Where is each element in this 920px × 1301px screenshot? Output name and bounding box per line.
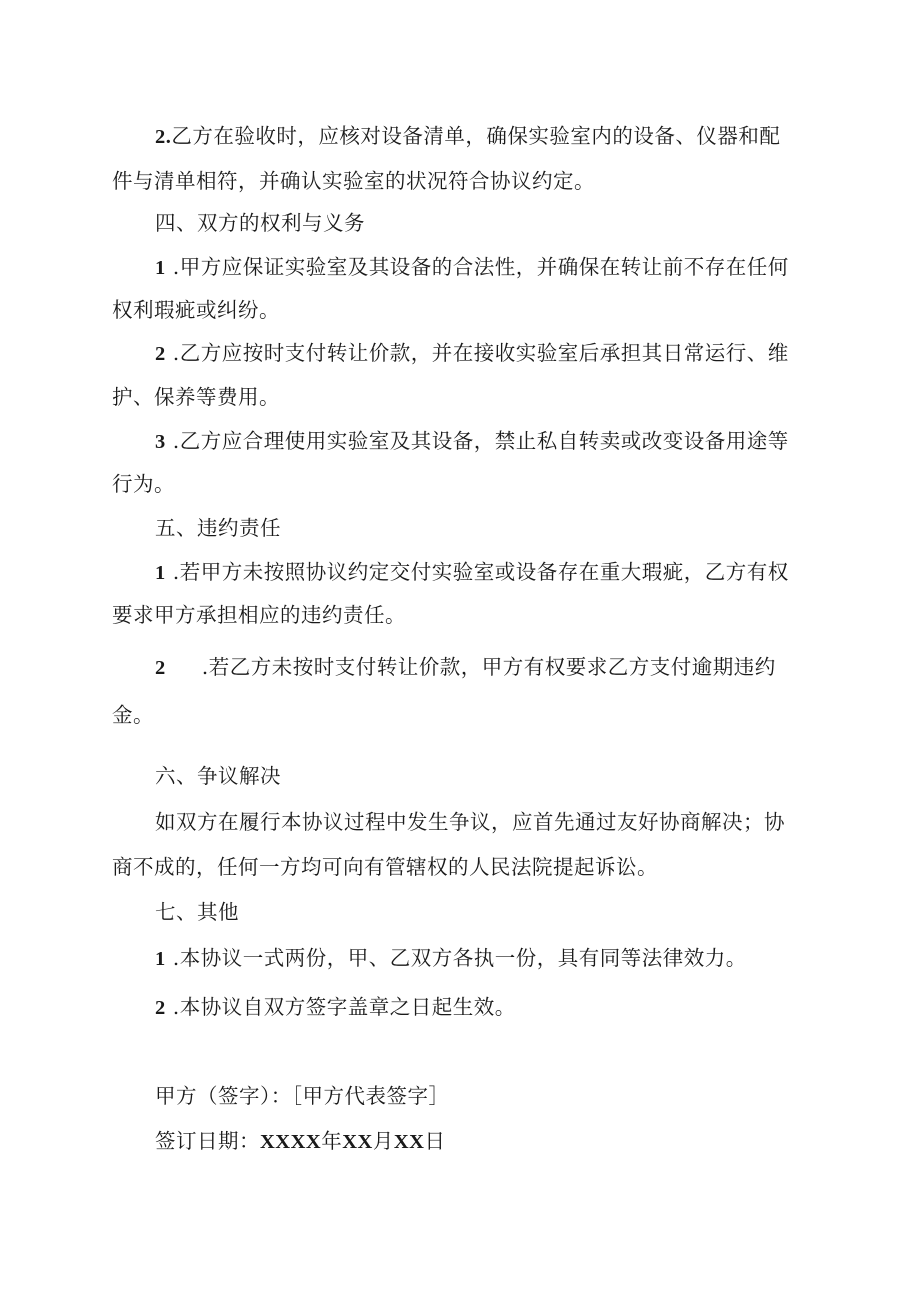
section7-item2-line1	[155, 995, 516, 1020]
item-number: 2.	[155, 126, 172, 148]
item-text: .乙方应按时支付转让价款，并在接收实验室后承担其日常运行、维	[172, 341, 789, 365]
date-month: XX	[342, 1131, 373, 1153]
item-number: 2	[155, 997, 166, 1019]
section4-item1-line1	[155, 255, 789, 280]
date-day-unit: 日	[424, 1129, 446, 1153]
section7-heading: 七、其他	[155, 900, 239, 924]
date-month-unit: 月	[372, 1129, 394, 1153]
section4-item2-line1	[155, 341, 789, 366]
item-number: 3	[155, 431, 166, 453]
item-text: .若乙方未按时支付转让价款，甲方有权要求乙方支付逾期违约	[201, 655, 776, 679]
section5-item2-line2: 金。	[112, 703, 154, 727]
date-year-unit: 年	[321, 1129, 343, 1153]
item-text: .若甲方未按照协议约定交付实验室或设备存在重大瑕疵，乙方有权	[172, 560, 789, 584]
section4-item2-line2: 护、保养等费用。	[112, 385, 280, 409]
item-number: 2	[155, 657, 166, 679]
section3-item2-line1	[155, 124, 780, 149]
party-a-value: ［甲方代表签字］	[291, 1084, 450, 1108]
item-number: 1	[155, 562, 166, 584]
section6-line2: 商不成的，任何一方均可向有管辖权的人民法院提起诉讼。	[112, 855, 658, 879]
signing-date	[155, 1129, 445, 1154]
section4-item3-line2: 行为。	[112, 472, 175, 496]
section5-item2-line1	[155, 655, 776, 680]
section6-heading: 六、争议解决	[155, 764, 281, 788]
section3-item2-line2: 件与清单相符，并确认实验室的状况符合协议约定。	[112, 169, 595, 193]
party-a-signature	[155, 1084, 450, 1108]
section4-heading: 四、双方的权利与义务	[155, 211, 365, 235]
section5-item1-line2: 要求甲方承担相应的违约责任。	[112, 603, 406, 627]
item-text: .本协议一式两份，甲、乙双方各执一份，具有同等法律效力。	[172, 946, 747, 970]
item-text: 乙方在验收时，应核对设备清单，确保实验室内的设备、仪器和配	[171, 124, 781, 148]
section4-item1-line2: 权利瑕疵或纠纷。	[112, 298, 280, 322]
section6-line1: 如双方在履行本协议过程中发生争议，应首先通过友好协商解决；协	[155, 810, 785, 834]
section7-item1-line1	[155, 946, 747, 971]
date-year: XXXX	[260, 1131, 322, 1153]
item-text: .甲方应保证实验室及其设备的合法性，并确保在转让前不存在任何	[172, 255, 789, 279]
date-day: XX	[393, 1131, 425, 1153]
item-number: 1	[155, 257, 166, 279]
item-number: 1	[155, 948, 166, 970]
section4-item3-line1	[155, 429, 789, 454]
section5-item1-line1	[155, 560, 789, 585]
item-text: .乙方应合理使用实验室及其设备，禁止私自转卖或改变设备用途等	[172, 429, 789, 453]
section5-heading: 五、违约责任	[155, 516, 281, 540]
party-a-label: 甲方（签字）：	[155, 1084, 292, 1108]
date-label: 签订日期：	[155, 1129, 260, 1153]
item-text: .本协议自双方签字盖章之日起生效。	[172, 995, 516, 1019]
item-number: 2	[155, 343, 166, 365]
